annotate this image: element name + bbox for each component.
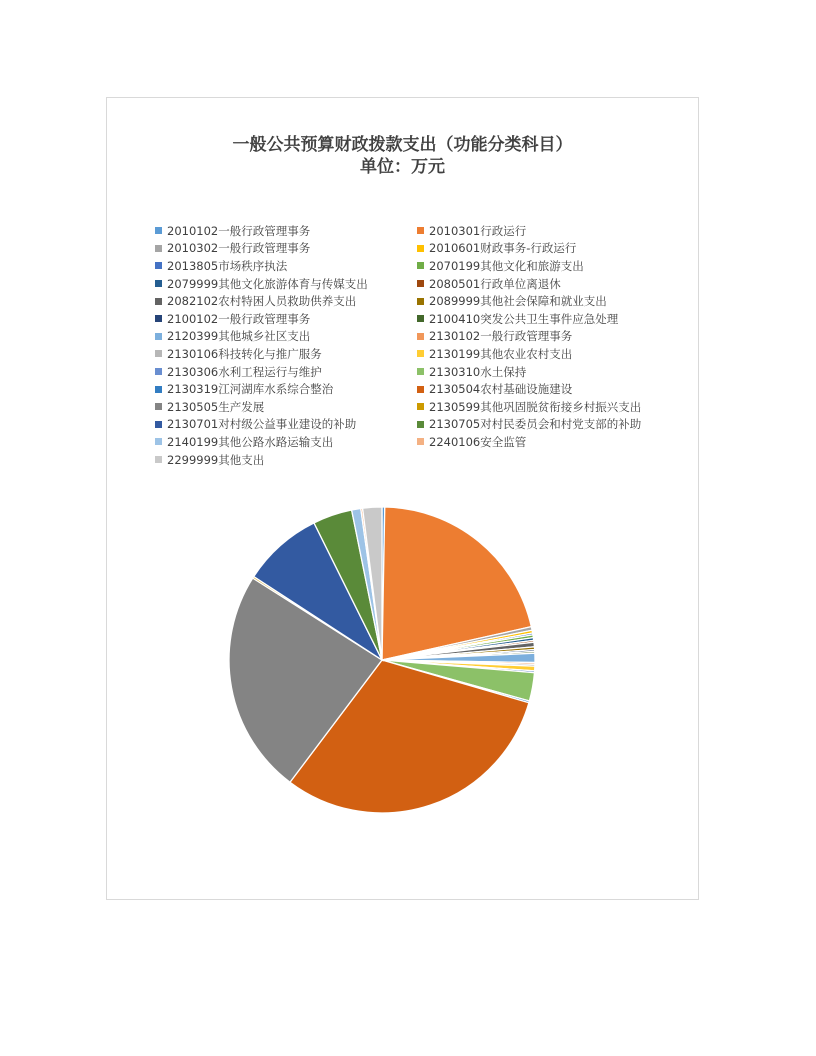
- chart-subtitle: 单位：万元: [360, 157, 445, 177]
- legend-label: 2010102一般行政管理事务: [167, 223, 311, 238]
- pie-chart: [107, 98, 700, 901]
- legend-label: 2120399其他城乡社区支出: [167, 329, 311, 344]
- legend-label: 2079999其他文化旅游体育与传媒支出: [167, 276, 368, 291]
- legend-label: 2080501行政单位离退休: [429, 276, 561, 291]
- chart-area: [106, 97, 699, 900]
- legend-label: 2130319江河湖库水系综合整治: [167, 382, 334, 397]
- legend-label: 2013805市场秩序执法: [167, 258, 288, 273]
- legend-label: 2130106科技转化与推广服务: [167, 346, 322, 361]
- legend-label: 2299999其他支出: [167, 452, 265, 467]
- legend-label: 2070199其他文化和旅游支出: [429, 258, 584, 273]
- legend-label: 2089999其他社会保障和就业支出: [429, 294, 607, 309]
- legend-label: 2010601财政事务-行政运行: [429, 241, 577, 256]
- legend-label: 2082102农村特困人员救助供养支出: [167, 294, 357, 309]
- legend-label: 2130102一般行政管理事务: [429, 329, 573, 344]
- legend-label: 2130199其他农业农村支出: [429, 346, 573, 361]
- legend-label: 2010301行政运行: [429, 223, 527, 238]
- legend-label: 2100102一般行政管理事务: [167, 311, 311, 326]
- chart-title: 一般公共预算财政拨款支出（功能分类科目）: [232, 135, 573, 155]
- legend-label: 2010302一般行政管理事务: [167, 241, 311, 256]
- legend-label: 2130505生产发展: [167, 399, 265, 414]
- legend-label: 2240106安全监管: [429, 434, 527, 449]
- legend-label: 2100410突发公共卫生事件应急处理: [429, 311, 619, 326]
- legend-label: 2130599其他巩固脱贫衔接乡村振兴支出: [429, 399, 642, 414]
- legend-label: 2130306水利工程运行与维护: [167, 364, 322, 379]
- legend-label: 2130310水土保持: [429, 364, 527, 379]
- legend-label: 2130705对村民委员会和村党支部的补助: [429, 417, 642, 432]
- legend-label: 2130504农村基础设施建设: [429, 382, 573, 397]
- legend-label: 2140199其他公路水路运输支出: [167, 434, 334, 449]
- legend-label: 2130701对村级公益事业建设的补助: [167, 417, 357, 432]
